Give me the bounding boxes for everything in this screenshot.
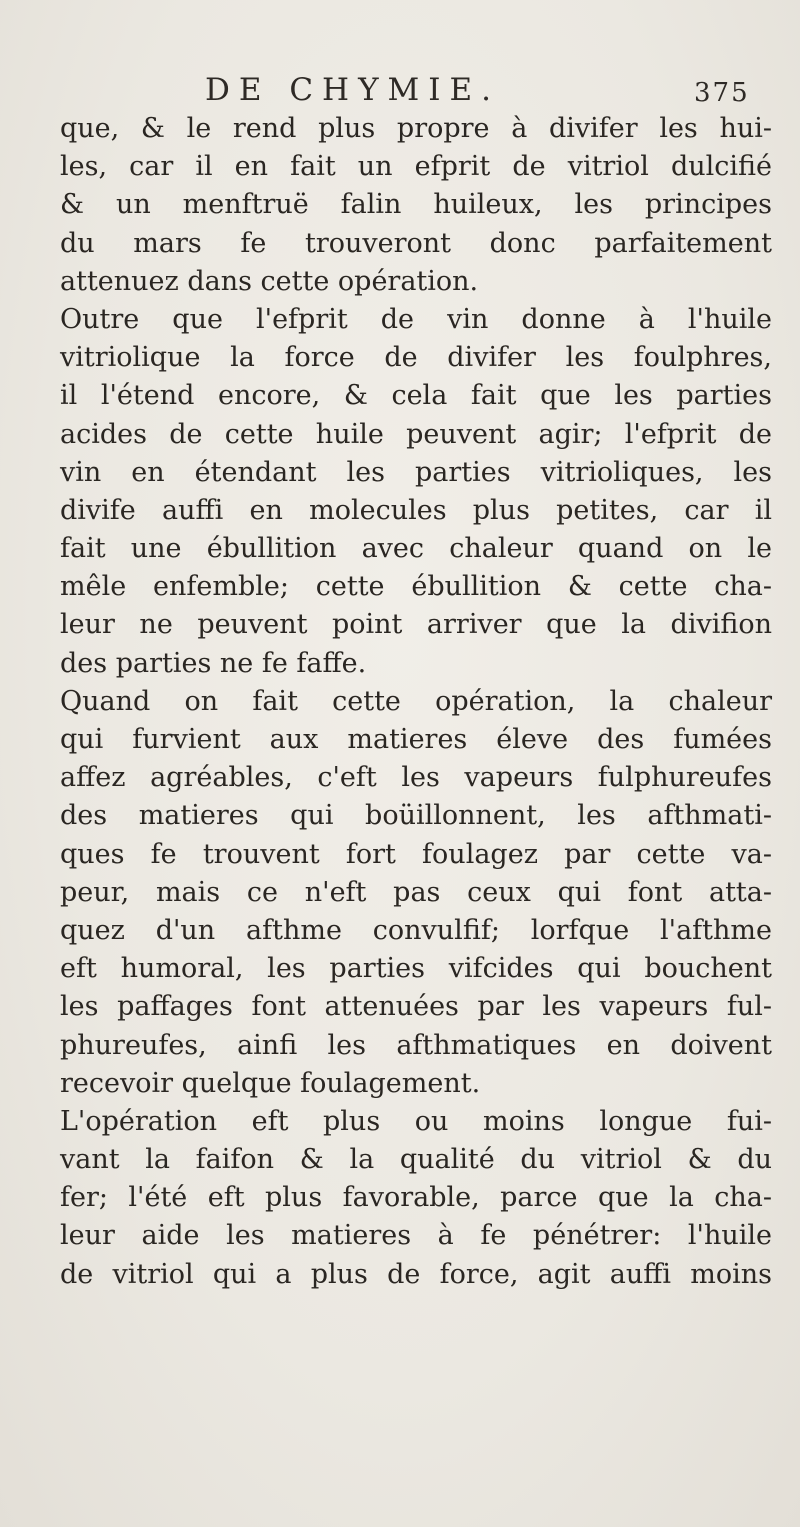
text-line: peur, mais ce n'eft pas ceux qui font atta- [60,876,772,908]
text-line: Outre que l'efprit de vin donne à l'huile [60,303,772,335]
text-line: des matieres qui boüillonnent, les afthmati- [60,800,772,832]
text-line: leur ne peuvent point arriver que la divifion [60,609,772,641]
text-line: leur aide les matieres à fe pénétrer: l'huile [60,1220,772,1252]
text-line: fer; l'été eft plus favorable, parce que la cha- [60,1182,772,1214]
text-line: ques fe trouvent fort foulagez par cette va- [60,838,772,870]
text-line: que, & le rend plus propre à divifer les hui- [60,113,772,144]
page-header [0,68,800,114]
text-line: acides de cette huile peuvent agir; l'efprit de [60,418,772,450]
text-line: attenuez dans cette opération. [60,265,479,297]
text-line: vant la faifon & la qualité du vitriol & du [60,1144,772,1176]
page-number: 375 [694,78,750,108]
text-line: phureufes, ainfi les afthmatiques en doivent [60,1029,772,1061]
text-line: vin en étendant les parties vitrioliques, les [60,456,772,488]
text-line: eft humoral, les parties vifcides qui bouchent [60,953,772,985]
text-line: les paffages font attenuées par les vapeurs ful- [60,991,772,1023]
text-line: les, car il en fait un efprit de vitriol dulcifié [60,151,772,183]
text-line: L'opération eft plus ou moins longue fui- [60,1105,772,1137]
text-line: du mars fe trouveront donc parfaitement [60,227,772,259]
text-line: mêle enfemble; cette ébullition & cette cha- [60,571,772,603]
text-line: divife auffi en molecules plus petites, car il [60,494,772,526]
text-line: vitriolique la force de divifer les foulphres, [60,342,772,374]
body-text [60,110,772,1294]
text-line: recevoir quelque foulagement. [60,1067,481,1099]
text-line: il l'étend encore, & cela fait que les parties [60,380,772,412]
text-line: fait une ébullition avec chaleur quand on le [60,533,772,565]
text-line: Quand on fait cette opération, la chaleur [60,685,772,717]
running-title: DE CHYMIE. [205,72,501,108]
text-line: affez agréables, c'eft les vapeurs fulphureufes [60,762,772,794]
text-line: & un menftruë falin huileux, les principes [60,189,772,221]
text-line: qui furvient aux matieres éleve des fumées [60,724,772,755]
text-line: quez d'un afthme convulfif; lorfque l'afthme [60,914,772,946]
text-line: de vitriol qui a plus de force, agit auffi moins [60,1258,772,1290]
text-line: des parties ne fe faffe. [60,647,367,679]
